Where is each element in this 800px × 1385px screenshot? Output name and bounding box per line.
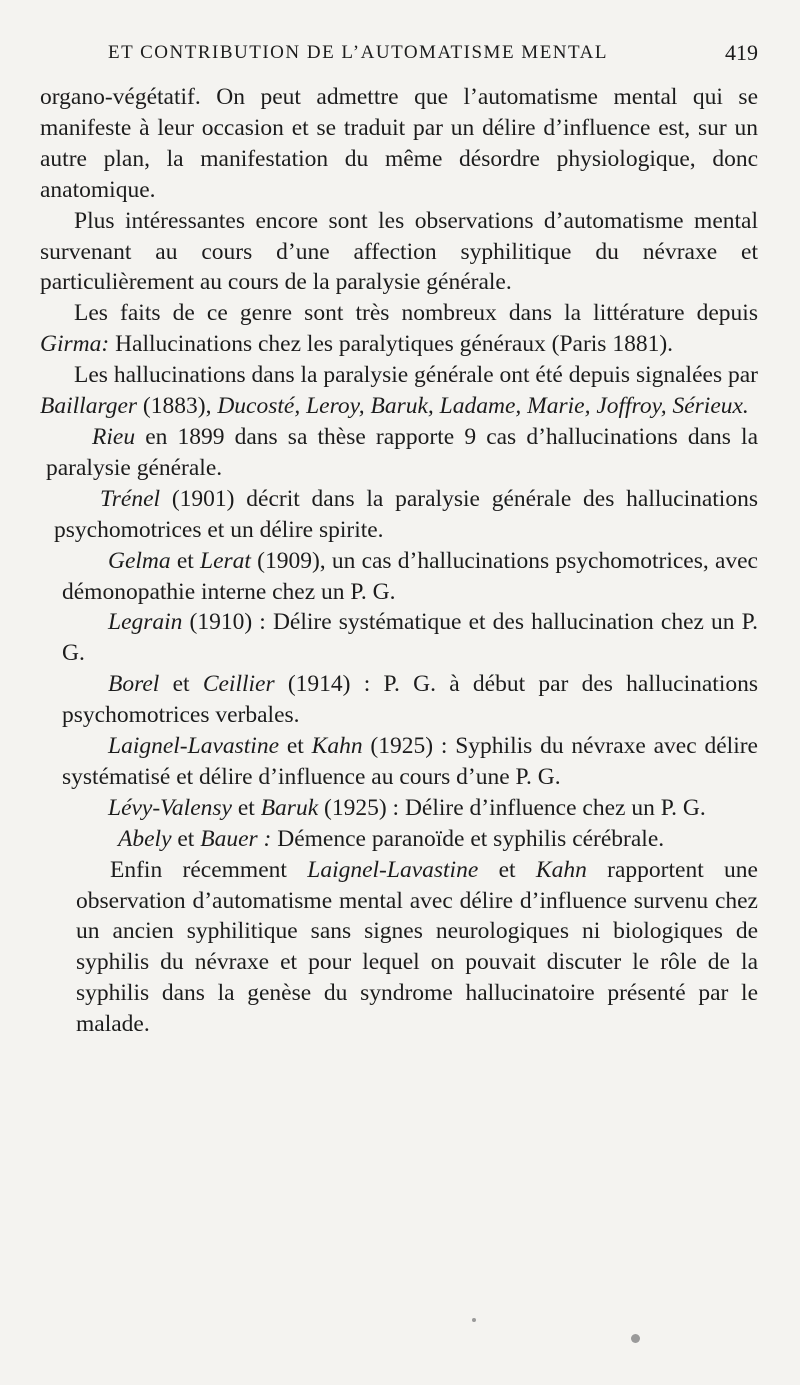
cited-author: Ducosté, Leroy, Baruk, Ladame, Marie, Joffroy, Sérieux.: [217, 393, 749, 420]
text-run: Les faits de ce genre sont très nombreux dans la littérature depuis: [74, 300, 758, 327]
cited-author: Kahn: [311, 733, 363, 760]
cited-author: Abely: [118, 825, 172, 852]
cited-author: Lévy-Valensy: [108, 794, 232, 821]
paper-speck: [631, 1334, 640, 1343]
paragraph: [40, 793, 758, 824]
cited-author: Gelma: [108, 547, 171, 574]
text-run: (1883),: [137, 393, 218, 420]
paragraph: [40, 298, 758, 360]
text-run: et: [171, 825, 201, 852]
paragraph: [40, 484, 758, 546]
text-run: (1909), un cas d’hallucinations psychomotrices, avec démonopathie interne chez un P. G.: [62, 547, 758, 605]
cited-author: Rieu: [92, 423, 136, 450]
text-run: (1914) : P. G. à début par des hallucinations psychomotrices verbales.: [62, 671, 759, 729]
paragraph: [40, 82, 758, 206]
text-run: (1901) décrit dans la paralysie générale des hallucinations psychomotrices et un délire spirite.: [54, 485, 758, 543]
cited-author: Baruk: [260, 794, 319, 821]
text-run: Les hallucinations dans la paralysie générale ont été depuis signalées par: [74, 362, 758, 389]
cited-author: Ceillier: [202, 671, 275, 698]
running-head: ET CONTRIBUTION DE L’AUTOMATISME MENTAL: [108, 42, 608, 63]
paragraph: [40, 824, 758, 855]
cited-author: Trénel: [100, 485, 161, 512]
paragraph: [40, 206, 758, 299]
paragraph: [40, 422, 758, 484]
text-run: et: [478, 856, 536, 883]
text-run: et: [231, 794, 261, 821]
text-run: et: [170, 547, 201, 574]
text-run: (1910) : Délire systématique et des hallucination chez un P. G.: [62, 609, 758, 667]
cited-author: Girma:: [40, 331, 110, 358]
cited-author: Kahn: [535, 856, 587, 883]
paragraph: [40, 731, 758, 793]
text-run: Démence paranoïde et syphilis cérébrale.: [271, 825, 665, 852]
text-run: et: [159, 671, 203, 698]
cited-author: Legrain: [108, 609, 183, 636]
cited-author: Laignel-Lavastine: [307, 856, 479, 883]
paragraph: [40, 546, 758, 608]
cited-author: Lerat: [200, 547, 251, 574]
cited-author: Borel: [108, 671, 160, 698]
text-run: (1925) : Délire d’influence chez un P. G.: [318, 794, 706, 821]
paragraph: [40, 360, 758, 422]
page-number: 419: [725, 40, 758, 65]
text-run: Enfin récemment: [110, 856, 308, 883]
paragraph: [40, 669, 758, 731]
paragraph: [40, 855, 758, 1040]
text-run: Plus intéressantes encore sont les observations d’automatisme mental survenant au cours d’une affection syphilitique du névraxe et particulièrement au cours de la paralysie générale.: [40, 207, 758, 296]
text-run: rapportent une observation d’automatisme mental avec délire d’influence survenu chez un ancien syphilitique sans signes neurologiques ni biologiques de syphilis du névraxe et pour lequel on pouvait discuter le rôle de la syphilis dans la genèse du syndrome hallucinatoire présenté par le malade.: [76, 856, 758, 1038]
paragraph: [40, 607, 758, 669]
text-run: en 1899 dans sa thèse rapporte 9 cas d’hallucinations dans la paralysie générale.: [46, 423, 758, 481]
cited-author: Bauer :: [200, 825, 272, 852]
text-run: et: [279, 733, 312, 760]
text-run: Hallucinations chez les paralytiques généraux (Paris 1881).: [109, 331, 674, 358]
cited-author: Baillarger: [40, 393, 138, 420]
paper-speck: [472, 1318, 476, 1322]
text-run: organo-végétatif. On peut admettre que l’automatisme mental qui se manifeste à leur occasion et se traduit par un délire d’influence est, sur un autre plan, la manifestation du même désordre physiologique, donc anatomique.: [40, 84, 758, 203]
page-body: [40, 82, 758, 1040]
page-header: [108, 40, 758, 68]
cited-author: Laignel-Lavastine: [108, 733, 280, 760]
text-run: (1925) : Syphilis du névraxe avec délire systématisé et délire d’influence au cours d’une P. G.: [62, 733, 758, 790]
